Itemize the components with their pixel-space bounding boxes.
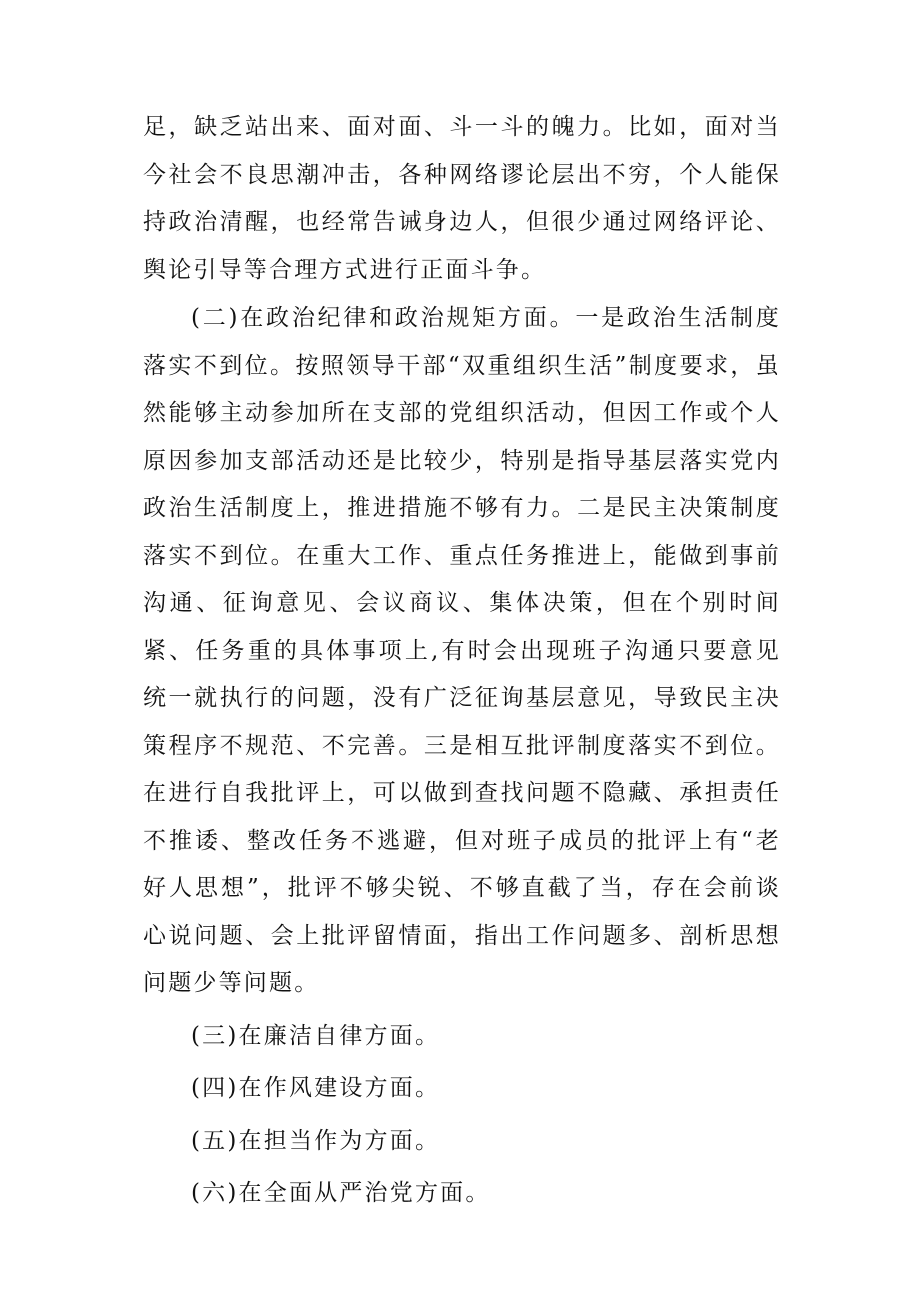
document-body: [143, 104, 781, 1218]
paragraph-continuation: 足，缺乏站出来、面对面、斗一斗的魄力。比如，面对当今社会不良思潮冲击，各种网络谬论层出不穷，个人能保持政治清醒，也经常告诫身边人，但很少通过网络评论、舆论引导等合理方式进行正面斗争。: [143, 114, 781, 283]
section-heading-party-governance: (六)在全面从严治党方面。: [191, 1180, 491, 1207]
section-heading-work-style: (四)在作风建设方面。: [191, 1075, 441, 1102]
section-heading-integrity: (三)在廉洁自律方面。: [191, 1022, 441, 1049]
paragraph-political-discipline: (二)在政治纪律和政治规矩方面。一是政治生活制度落实不到位。按照领导干部“双重组织生活”制度要求，虽然能够主动参加所在支部的党组织活动，但因工作或个人原因参加支部活动还是比较少，特别是指导基层落实党内政治生活制度上，推进措施不够有力。二是民主决策制度落实不到位。在重大工作、重点任务推进上，能做到事前沟通、征询意见、会议商议、集体决策，但在个别时间紧、任务重的具体事项上,有时会出现班子沟通只要意见统一就执行的问题，没有广泛征询基层意见，导致民主决策程序不规范、不完善。三是相互批评制度落实不到位。在进行自我批评上，可以做到查找问题不隐藏、承担责任不推诿、整改任务不逃避，但对班子成员的批评上有“老好人思想”，批评不够尖锐、不够直截了当，存在会前谈心说问题、会上批评留情面，指出工作问题多、剖析思想问题少等问题。: [143, 305, 781, 997]
section-heading-responsibility: (五)在担当作为方面。: [191, 1127, 441, 1154]
